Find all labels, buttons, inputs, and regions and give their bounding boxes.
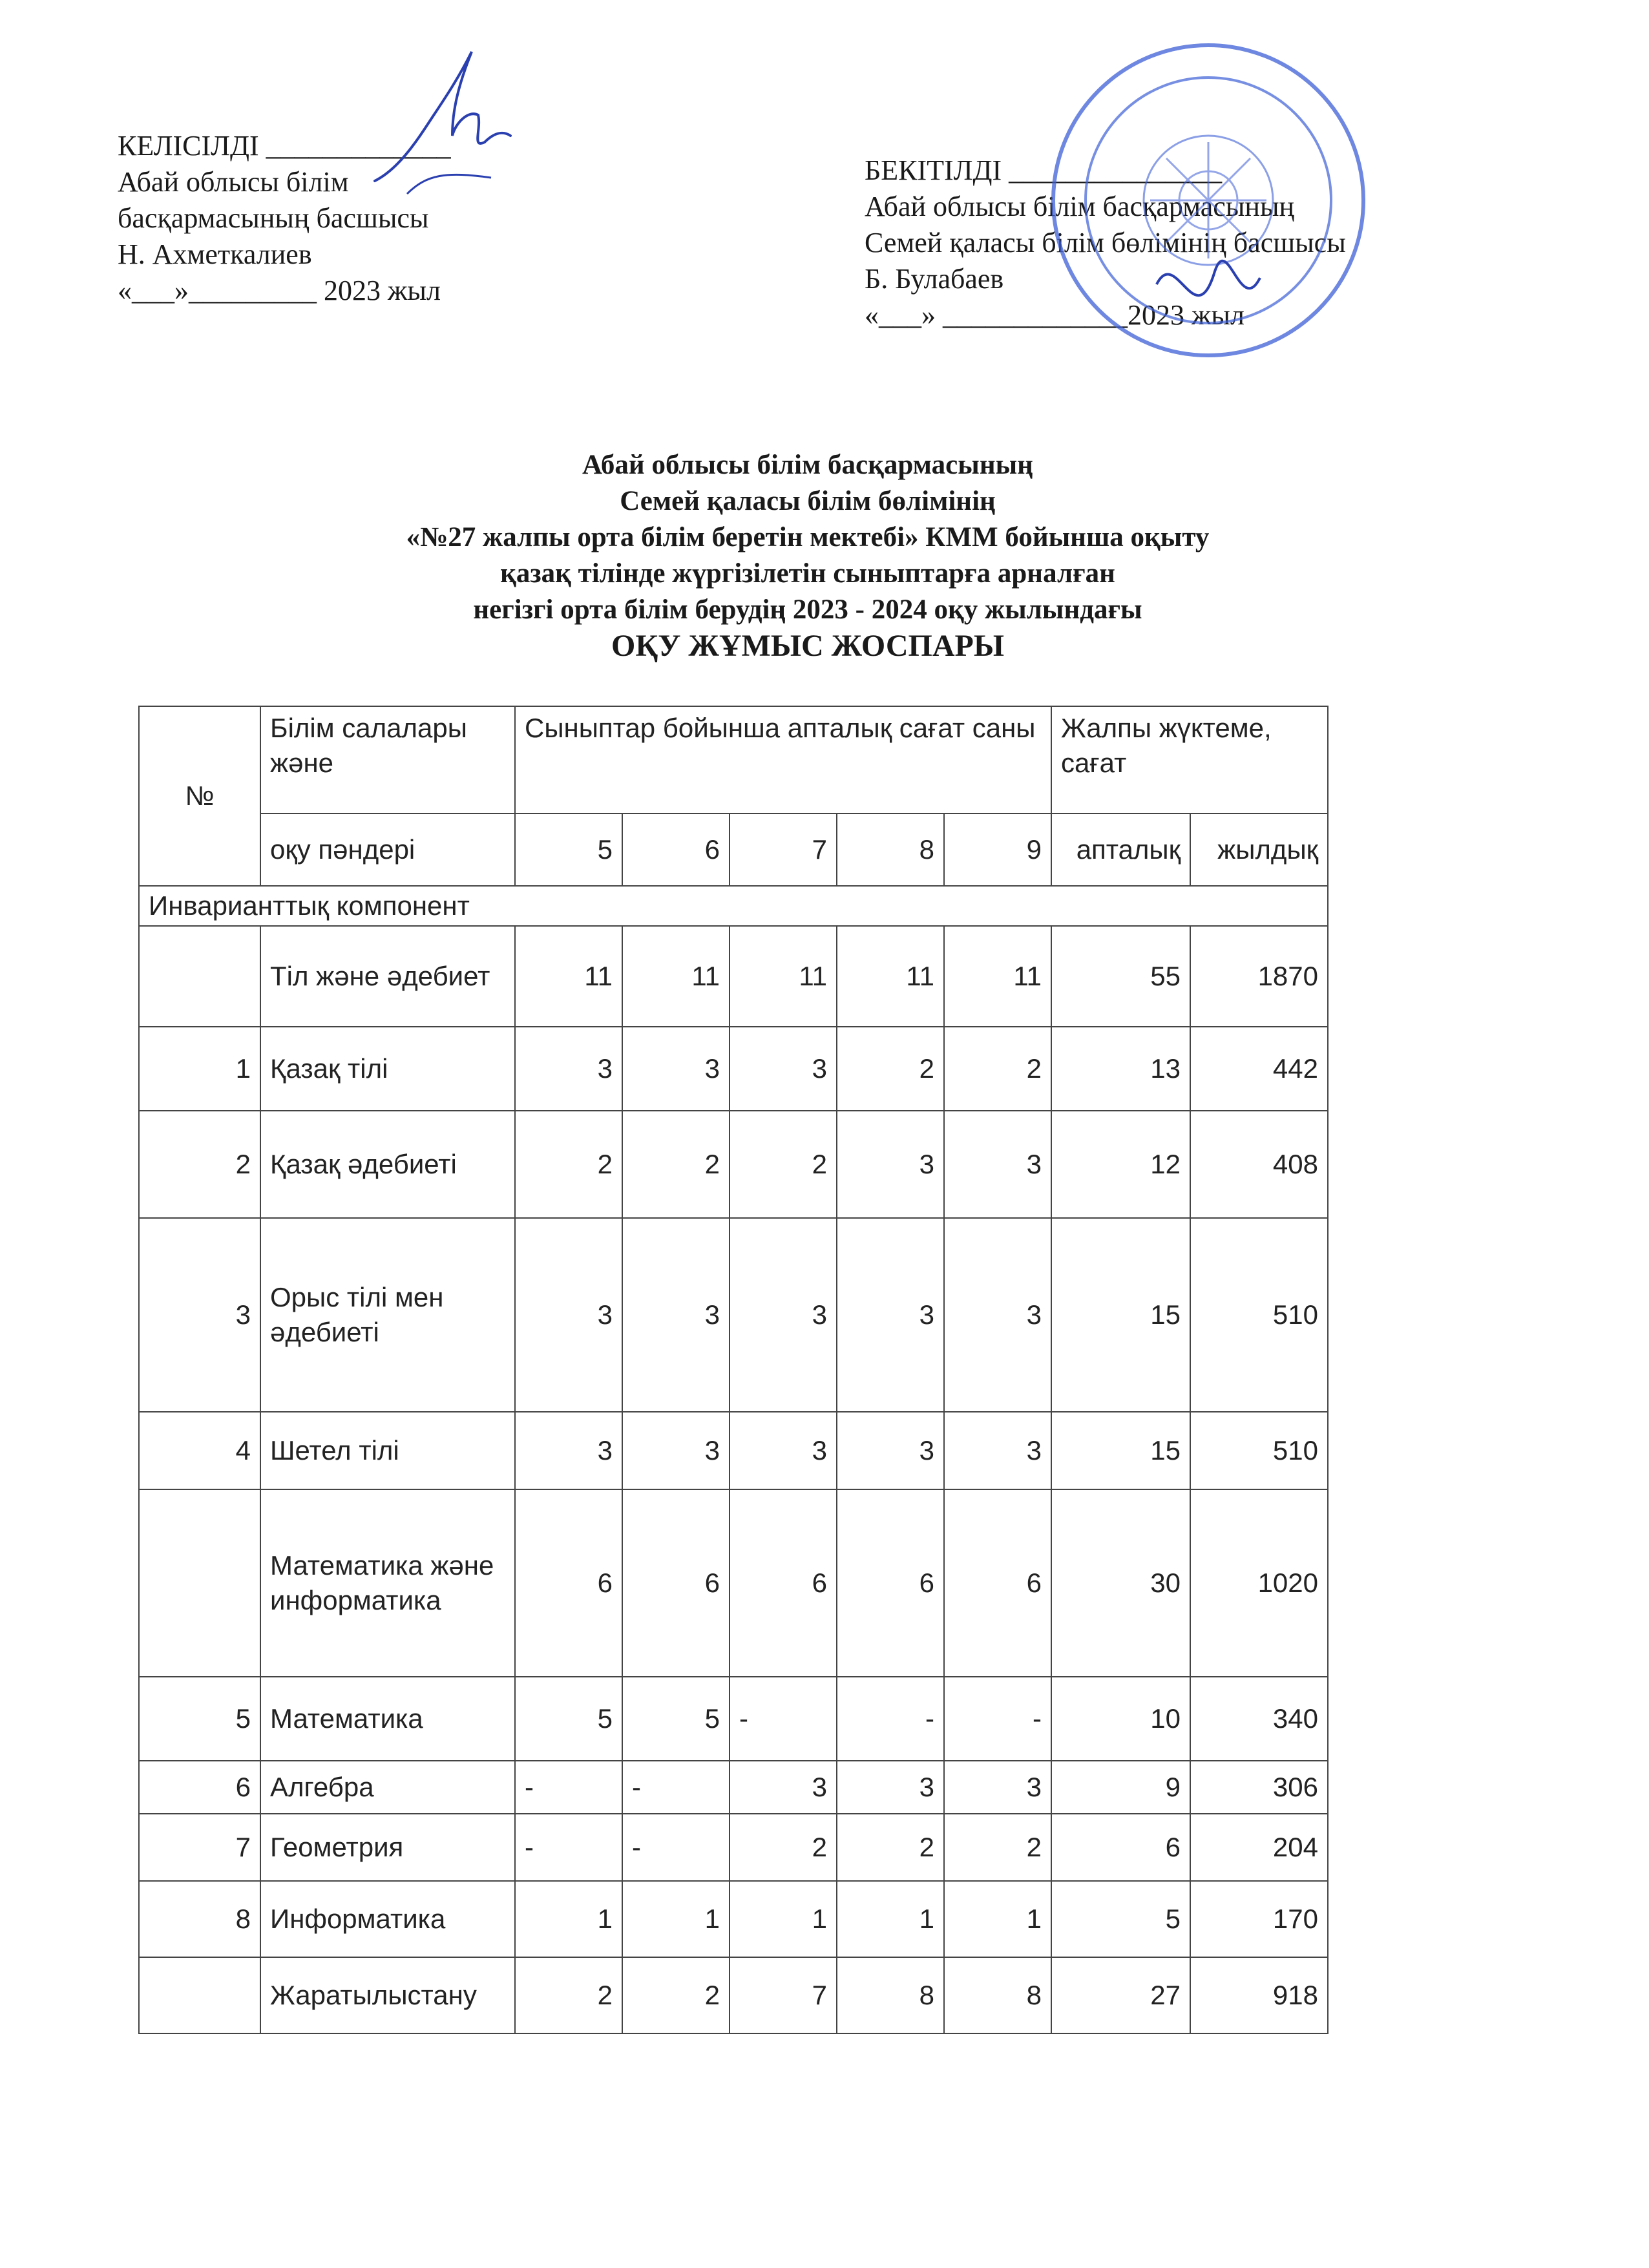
header-yearly: жылдық (1190, 814, 1328, 886)
grade-hours: 3 (944, 1218, 1051, 1412)
row-number: 4 (139, 1412, 260, 1489)
grade-hours: 3 (622, 1027, 730, 1111)
grade-hours: 2 (515, 1111, 622, 1218)
agreed-line: Н. Ахметкалиев (118, 238, 312, 270)
grade-hours: - (730, 1677, 837, 1761)
grade-hours: 2 (622, 1957, 730, 2033)
grade-hours: - (837, 1677, 944, 1761)
title-line-main: ОҚУ ЖҰМЫС ЖОСПАРЫ (611, 629, 1004, 663)
grade-hours: 3 (944, 1111, 1051, 1218)
grade-hours: - (622, 1761, 730, 1814)
approved-block (865, 152, 1346, 333)
grade-hours: 3 (837, 1761, 944, 1814)
yearly-total: 918 (1190, 1957, 1328, 2033)
row-number (139, 1957, 260, 2033)
grade-hours: 2 (837, 1814, 944, 1881)
yearly-total: 170 (1190, 1881, 1328, 1957)
header-area: Білім салалары және (260, 706, 515, 814)
grade-hours: 1 (515, 1881, 622, 1957)
table-row (139, 1957, 1328, 2033)
grade-hours: 3 (622, 1412, 730, 1489)
table-row (139, 1218, 1328, 1412)
grade-hours: 11 (730, 926, 837, 1027)
title-line: Абай облысы білім басқармасының (582, 450, 1033, 480)
grade-hours: 2 (730, 1814, 837, 1881)
grade-hours: 6 (730, 1489, 837, 1677)
table-row (139, 1814, 1328, 1881)
row-subject: Шетел тілі (260, 1412, 515, 1489)
table-row (139, 1412, 1328, 1489)
table-row (139, 1111, 1328, 1218)
approved-line: «___» _____________2023 жыл (865, 299, 1245, 331)
agreed-line: басқармасының басшысы (118, 202, 429, 234)
row-number: 2 (139, 1111, 260, 1218)
grade-hours: 1 (730, 1881, 837, 1957)
agreed-line: «___»_________ 2023 жыл (118, 275, 441, 306)
agreed-line: КЕЛІСІЛДІ _____________ (118, 130, 451, 162)
row-number: 1 (139, 1027, 260, 1111)
table-row (139, 1489, 1328, 1677)
agreed-line: Абай облысы білім (118, 166, 349, 198)
yearly-total: 442 (1190, 1027, 1328, 1111)
grade-hours: 5 (515, 1677, 622, 1761)
grade-hours: - (515, 1761, 622, 1814)
grade-hours: 11 (944, 926, 1051, 1027)
row-subject: Геометрия (260, 1814, 515, 1881)
row-number (139, 926, 260, 1027)
header-weekly-hours: Сыныптар бойынша апталық сағат саны (515, 706, 1051, 814)
table-row (139, 926, 1328, 1027)
grade-hours: 2 (622, 1111, 730, 1218)
row-number: 7 (139, 1814, 260, 1881)
row-subject: Тіл және әдебиет (260, 926, 515, 1027)
row-number: 3 (139, 1218, 260, 1412)
title-line: қазақ тілінде жүргізілетін сыныптарға арналған (500, 558, 1115, 589)
grade-hours: 3 (515, 1027, 622, 1111)
title-line: Семей қаласы білім бөлімінің (620, 486, 996, 516)
approved-line: Абай облысы білім басқармасының (865, 191, 1295, 222)
grade-hours: 3 (730, 1027, 837, 1111)
grade-hours: 2 (837, 1027, 944, 1111)
grade-hours: 3 (837, 1218, 944, 1412)
grade-hours: 3 (730, 1761, 837, 1814)
yearly-total: 340 (1190, 1677, 1328, 1761)
grade-hours: 2 (515, 1957, 622, 2033)
grade-hours: 8 (837, 1957, 944, 2033)
grade-hours: 1 (622, 1881, 730, 1957)
grade-hours: 11 (837, 926, 944, 1027)
header-weekly: апталық (1051, 814, 1190, 886)
document-title (194, 447, 1422, 664)
weekly-total: 6 (1051, 1814, 1190, 1881)
weekly-total: 15 (1051, 1412, 1190, 1489)
approved-line: Б. Булабаев (865, 263, 1004, 295)
header-grade: 7 (730, 814, 837, 886)
row-subject: Математика (260, 1677, 515, 1761)
grade-hours: 3 (515, 1412, 622, 1489)
yearly-total: 1020 (1190, 1489, 1328, 1677)
row-number: 8 (139, 1881, 260, 1957)
approved-line: Семей қаласы білім бөлімінің басшысы (865, 227, 1346, 258)
weekly-total: 9 (1051, 1761, 1190, 1814)
weekly-total: 12 (1051, 1111, 1190, 1218)
table-row (139, 1881, 1328, 1957)
grade-hours: 3 (944, 1761, 1051, 1814)
grade-hours: 6 (622, 1489, 730, 1677)
agreed-block (118, 128, 451, 309)
row-subject: Математика және информатика (260, 1489, 515, 1677)
row-subject: Информатика (260, 1881, 515, 1957)
yearly-total: 510 (1190, 1412, 1328, 1489)
title-line: негізгі орта білім берудің 2023 - 2024 оқу жылындағы (473, 594, 1142, 625)
grade-hours: 3 (837, 1111, 944, 1218)
grade-hours: 8 (944, 1957, 1051, 2033)
grade-hours: 2 (730, 1111, 837, 1218)
header-total-load: Жалпы жүктеме, сағат (1051, 706, 1328, 814)
grade-hours: 6 (837, 1489, 944, 1677)
component-heading: Инварианттық компонент (139, 886, 1328, 926)
yearly-total: 1870 (1190, 926, 1328, 1027)
header-grade: 9 (944, 814, 1051, 886)
curriculum-table (138, 706, 1329, 2034)
header-grade: 8 (837, 814, 944, 886)
header-number: № (139, 706, 260, 886)
header-grade: 5 (515, 814, 622, 886)
table-row (139, 1677, 1328, 1761)
yearly-total: 408 (1190, 1111, 1328, 1218)
row-subject: Алгебра (260, 1761, 515, 1814)
row-number (139, 1489, 260, 1677)
weekly-total: 13 (1051, 1027, 1190, 1111)
weekly-total: 10 (1051, 1677, 1190, 1761)
grade-hours: 3 (837, 1412, 944, 1489)
yearly-total: 510 (1190, 1218, 1328, 1412)
weekly-total: 27 (1051, 1957, 1190, 2033)
grade-hours: 1 (837, 1881, 944, 1957)
weekly-total: 15 (1051, 1218, 1190, 1412)
row-subject: Қазақ әдебиеті (260, 1111, 515, 1218)
grade-hours: 6 (515, 1489, 622, 1677)
row-subject: Қазақ тілі (260, 1027, 515, 1111)
title-line: «№27 жалпы орта білім беретін мектебі» КММ бойынша оқыту (406, 522, 1210, 552)
grade-hours: 3 (730, 1412, 837, 1489)
grade-hours: 3 (944, 1412, 1051, 1489)
grade-hours: - (944, 1677, 1051, 1761)
row-subject: Жаратылыстану (260, 1957, 515, 2033)
grade-hours: 11 (515, 926, 622, 1027)
yearly-total: 306 (1190, 1761, 1328, 1814)
table-row (139, 1761, 1328, 1814)
approved-line: БЕКІТІЛДІ _______________ (865, 154, 1223, 186)
weekly-total: 55 (1051, 926, 1190, 1027)
grade-hours: - (622, 1814, 730, 1881)
grade-hours: 2 (944, 1814, 1051, 1881)
row-subject: Орыс тілі мен әдебиеті (260, 1218, 515, 1412)
curriculum-table-wrap (138, 706, 1329, 2034)
header-grade: 6 (622, 814, 730, 886)
table-row (139, 1027, 1328, 1111)
header-subjects: оқу пәндері (260, 814, 515, 886)
grade-hours: 3 (515, 1218, 622, 1412)
grade-hours: 11 (622, 926, 730, 1027)
weekly-total: 30 (1051, 1489, 1190, 1677)
weekly-total: 5 (1051, 1881, 1190, 1957)
grade-hours: 5 (622, 1677, 730, 1761)
grade-hours: 3 (730, 1218, 837, 1412)
grade-hours: 6 (944, 1489, 1051, 1677)
row-number: 6 (139, 1761, 260, 1814)
row-number: 5 (139, 1677, 260, 1761)
grade-hours: 2 (944, 1027, 1051, 1111)
yearly-total: 204 (1190, 1814, 1328, 1881)
grade-hours: 7 (730, 1957, 837, 2033)
grade-hours: - (515, 1814, 622, 1881)
grade-hours: 1 (944, 1881, 1051, 1957)
grade-hours: 3 (622, 1218, 730, 1412)
